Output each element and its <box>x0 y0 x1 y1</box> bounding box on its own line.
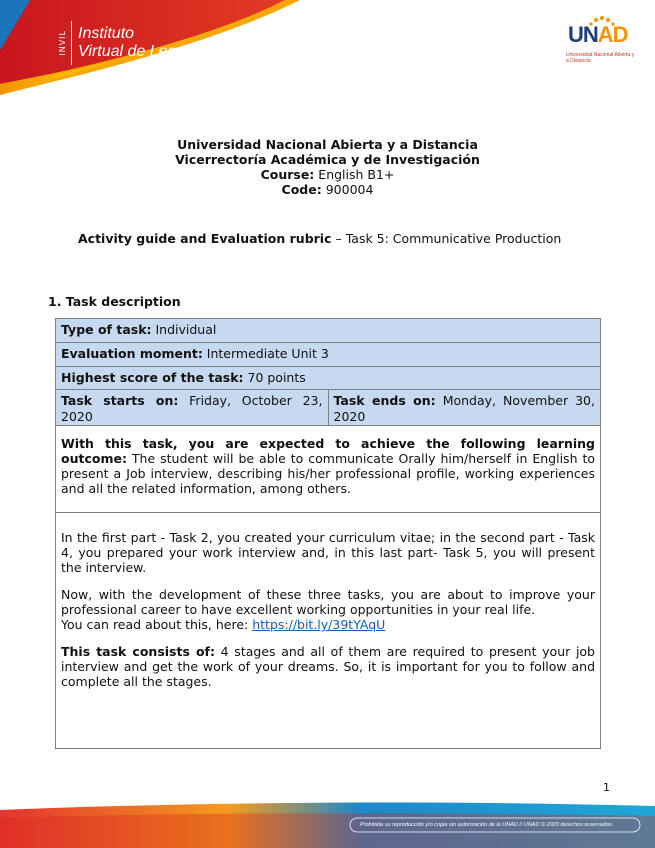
course-label: Course: <box>260 167 315 182</box>
document-title-block <box>0 137 655 197</box>
paragraph-2-link-prefix: You can read about this, here: <box>61 617 253 632</box>
highest-score-row <box>56 367 600 390</box>
learning-outcome-bold: With this task, you are expected to achieve the following learning outcome: <box>61 436 595 466</box>
reference-link[interactable]: https://bit.ly/39tYAqU <box>252 617 386 632</box>
page-number: 1 <box>603 781 610 794</box>
type-of-task-row <box>56 319 600 343</box>
course-value: English B1+ <box>318 167 395 182</box>
paragraph-3-text: 4 stages and all of them are required to present your job interview and get the work of your dreams. So, it is important for you to follow and complete all the stages. <box>61 644 595 689</box>
highest-score-value: 70 points <box>243 370 306 385</box>
task-start-value: Friday, October 23, 2020 <box>61 393 323 424</box>
task-end-label: Task ends on: <box>333 393 436 408</box>
type-of-task-label: Type of task: <box>61 322 152 337</box>
learning-outcome-text <box>61 436 595 496</box>
code-line <box>0 182 655 197</box>
paragraph-3 <box>61 644 595 689</box>
logo-letter-n: N <box>582 22 598 47</box>
learning-outcome-body: The student will be able to communicate Orally him/herself in English to present a Job interview, describing his/her professional profile, working experiences and all the related information, among others. <box>61 451 595 496</box>
unad-logo <box>568 22 628 48</box>
task-instructions <box>61 530 595 689</box>
task-start-cell <box>56 390 329 425</box>
section-heading: 1. Task description <box>48 294 181 309</box>
code-label: Code: <box>281 182 322 197</box>
course-line <box>0 167 655 182</box>
task-end-cell <box>329 390 601 425</box>
task-start-label: Task starts on: <box>61 393 179 408</box>
activity-title-rest: – Task 5: Communicative Production <box>331 231 562 246</box>
task-dates-row <box>56 390 600 426</box>
paragraph-2-text: Now, with the development of these three tasks, you are about to improve your professional career to have excellent working opportunities in your real life. <box>61 587 595 617</box>
institute-divider <box>71 21 72 65</box>
activity-title-bold: Activity guide and Evaluation rubric <box>78 231 332 246</box>
evaluation-moment-label: Evaluation moment: <box>61 346 203 361</box>
paragraph-3-bold: This task consists of: <box>61 644 215 659</box>
logo-letter-u: U <box>568 22 583 47</box>
code-value: 900004 <box>325 182 374 197</box>
institute-line-1: Instituto <box>78 25 135 42</box>
paragraph-1: In the first part - Task 2, you created your curriculum vitae; in the second part - Task 4, you prepared your work interview and, in this last part- Task 5, you will present the interview. <box>61 530 595 575</box>
logo-letters-ad: AD <box>597 22 628 47</box>
task-description-table <box>55 318 601 749</box>
unad-logo-subtitle: Universidad Nacional Abierta y a Distancia <box>566 52 635 64</box>
type-of-task-value: Individual <box>151 322 217 337</box>
evaluation-moment-row <box>56 343 600 367</box>
vice-rectory: Vicerrectoría Académica y de Investigación <box>175 152 480 167</box>
institute-name <box>78 25 211 61</box>
institute-vertical-label: INVIL <box>58 30 67 56</box>
activity-title <box>78 231 561 246</box>
institute-line-2: Virtual de Lenguas <box>78 43 212 60</box>
institute-logo <box>58 18 211 68</box>
task-instructions-row <box>56 513 600 748</box>
paragraph-2 <box>61 587 595 632</box>
learning-outcome-row <box>56 426 600 513</box>
university-name: Universidad Nacional Abierta y a Distancia <box>177 137 478 152</box>
highest-score-label: Highest score of the task: <box>61 370 244 385</box>
footer-copyright: Prohibida su reproducción y/o copia sin autorización de la UNAD // UNAD © 2020 derechos reservados. <box>360 822 614 828</box>
task-end-value: Monday, November 30, 2020 <box>333 393 595 424</box>
evaluation-moment-value: Intermediate Unit 3 <box>202 346 329 361</box>
